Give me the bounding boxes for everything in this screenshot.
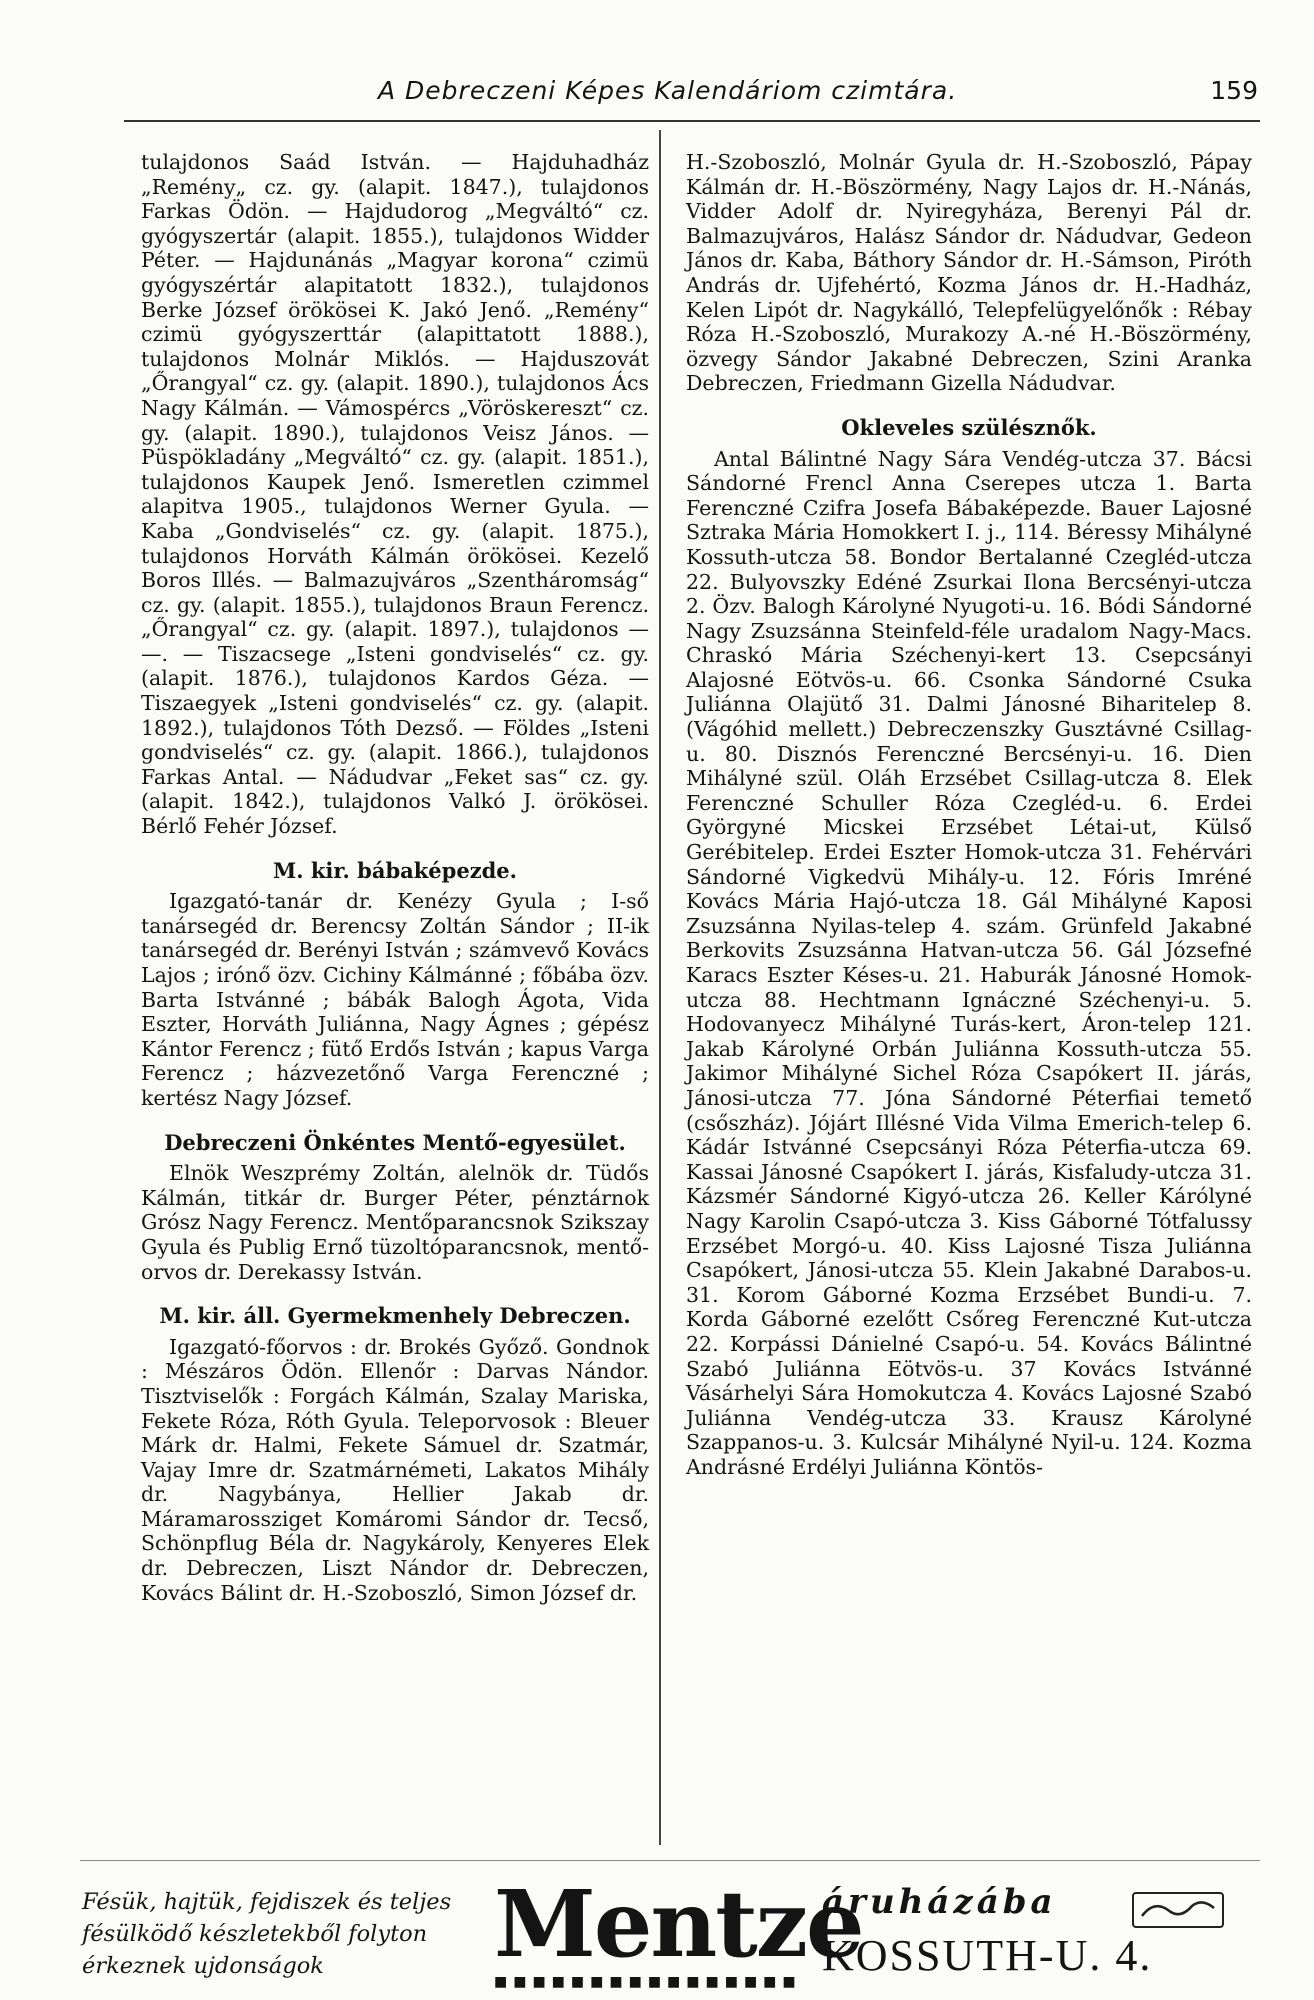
- midwife-school-staff-paragraph: Igazgató-tanár dr. Kenézy Gyula ; I-ső tanársegéd dr. Berencsy Zoltán Sándor ; II-ik tanársegéd dr. Berényi István ; számvevő Kovács Lajos ; irónő özv. Cichiny Kálmánné ; főbába özv. Barta Istvánné ; bábák Balogh Ágota, Vida Eszter, Horváth Juliánna, Nagy Ágnes ; gépész Kántor Ferencz ; fütő Erdős István ; kapus Varga Ferencz ; házvezetőnő Varga Ferenczné ; kertész Nagy József.: [141, 889, 649, 1110]
- advertisement-dots-decoration: ■■■■■■■■■■■■■■■■: [494, 1974, 802, 1990]
- header-rule: [124, 120, 1260, 122]
- rescue-society-paragraph: Elnök Weszprémy Zoltán, alelnök dr. Tüdős Kálmán, titkár dr. Burger Péter, pénztárnok Grósz Nagy Ferencz. Mentőparancsnok Szikszay Gyula és Publig Ernő tüzoltóparancsnok, mentő-orvos dr. Derekassy István.: [141, 1161, 649, 1284]
- advertisement-brand: Mentze: [494, 1870, 863, 1978]
- section-heading-childrens-shelter: M. kir. áll. Gyermekmenhely Debreczen.: [159, 1303, 631, 1329]
- pharmacy-list-paragraph: tulajdonos Saád István. — Hajduhadház „Remény„ cz. gy. (alapit. 1847.), tulajdonos Farkas Ödön. — Hajdudorog „Megváltó“ cz. gyógyszertár (alapit. 1855.), tulajdonos Widder Péter. — Hajdunánás „Magyar korona“ czimü gyógyszértár alapitatott 1832.), tulajdonos Berke József örökösei K. Jakó Jenő. „Remény“ czimü gyógyszerttár (alapittatott 1888.), tulajdonos Molnár Miklós. — Hajduszovát „Őrangyal“ cz. gy. (alapit. 1890.), tulajdonos Ács Nagy Kálmán. — Vámospércs „Vöröskereszt“ cz. gy. (alapit. 1890.), tulajdonos Veisz János. — Püspökladány „Megváltó“ cz. gy. (alapit. 1851.), tulajdonos Kaupek Jenő. Ismeretlen czimmel alapitva 1905., tulajdonos Werner Gyula. — Kaba „Gondviselés“ cz. gy. (alapit. 1875.), tulajdonos Horváth Kálmán örökösei. Kezelő Boros Illés. — Balmazujváros „Szentháromság“ cz. gy. (alapit. 1855.), tulajdonos Braun Ferencz. „Őrangyal“ cz. gy. (alapit. 1897.), tulajdonos — —. — Tiszacsege „Isteni gondviselés“ cz. gy. (alapit. 1876.), tulajdonos Kardos Géza. — Tiszaegyek „Isteni gondviselés“ cz. gy. (alapit. 1892.), tulajdonos Tóth Dezső. — Földes „Isteni gondviselés“ cz. gy. (alapit. 1866.), tulajdonos Farkas Antal. — Nádudvar „Feket sas“ cz. gy. (alapit. 1842.), tulajdonos Valkó J. örökösei. Bérlő Fehér József.: [141, 150, 649, 839]
- column-divider: [659, 130, 661, 1845]
- physicians-continued-paragraph: H.-Szoboszló, Molnár Gyula dr. H.-Szoboszló, Pápay Kálmán dr. H.-Böszörmény, Nagy Lajos dr. H.-Nánás, Vidder Adolf dr. Nyiregyháza, Berenyi Pál dr. Balmazujváros, Halász Sándor dr. Nádudvar, Gedeon János dr. Kaba, Báthory Sándor dr. H.-Sámson, Piróth András dr. Ujfehértó, Kozma János dr. H.-Hadház, Kelen Lipót dr. Nagykálló, Telepfelügyelőnők : Rébay Róza H.-Szoboszló, Murakozy A.-né H.-Böszörmény, özvegy Sándor Jakabné Debreczen, Szini Aranka Debreczen, Friedmann Gizella Nádudvar.: [686, 150, 1252, 396]
- section-heading-midwives: Okleveles szülésznők.: [841, 414, 1097, 440]
- left-column: [141, 150, 649, 1605]
- store-sign-svg: [1134, 1894, 1222, 1926]
- section-heading-midwife-school: M. kir. bábaképezde.: [273, 857, 517, 883]
- page-number: 159: [1210, 76, 1258, 105]
- section-heading-rescue-society: Debreczeni Önkéntes Mentő-egyesület.: [164, 1129, 626, 1155]
- advertisement: [82, 1870, 1260, 1990]
- advertisement-slogan: Fésük, hajtük, fejdiszek és teljes fésülködő készletekből folyton érkeznek ujdonságok: [82, 1889, 452, 1979]
- midwives-list-paragraph: Antal Bálintné Nagy Sára Vendég-utcza 37. Bácsi Sándorné Frencl Anna Cserepes utcza 1. Barta Ferenczné Czifra Josefa Bábaképezde. Bauer Lajosné Sztraka Mária Homokkert I. j., 114. Béressy Mihályné Kossuth-utcza 58. Bondor Bertalanné Czegléd-utcza 22. Bulyovszky Edéné Zsurkai Ilona Bercsényi-utcza 2. Özv. Balogh Károlyné Nyugoti-u. 16. Bódi Sándorné Nagy Zsuzsánna Steinfeld-féle uradalom Nagy-Macs. Chraskó Mária Széchenyi-kert 13. Csepcsányi Alajosné Eötvös-u. 66. Csonka Sándorné Csuka Juliánna Olajütő 31. Dalmi Jánosné Biharitelep 8. (Vágóhid mellett.) Debreczenszky Gusztávné Csillag-u. 80. Disznós Ferenczné Bercsényi-u. 16. Dien Mihályné szül. Oláh Erzsébet Csillag-utcza 8. Elek Ferenczné Schuller Róza Czegléd-u. 6. Erdei Györgyné Micskei Erzsébet Létai-ut, Külső Gerébitelep. Erdei Eszter Homok-utcza 31. Fehérvári Sándorné Vigkedvü Mihály-u. 12. Fóris Imréné Kovács Mária Hajó-utcza 18. Gál Mihályné Kaposi Zsuzsánna Nyilas-telep 4. szám. Grünfeld Jakabné Berkovits Zsuzsánna Hatvan-utcza 56. Gál Józsefné Karacs Eszter Késes-u. 21. Haburák Jánosné Homok-utcza 88. Hechtmann Ignáczné Széchenyi-u. 5. Hodovanyecz Mihályné Turás-kert, Áron-telep 121. Jakab Károlyné Orbán Juliánna Kossuth-utcza 55. Jakimor Mihályné Sichel Róza Csapókert II. járás, Jánosi-utcza 77. Jóna Sándorné Péterfiai temető (csőszház). Jójárt Illésné Vida Vilma Emerich-telep 6. Kádár Istvánné Csepcsányi Róza Péterfia-utcza 69. Kassai Jánosné Csapókert I. járás, Kisfaludy-utcza 31. Kázsmér Sándorné Kigyó-utcza 26. Keller Kárólyné Nagy Karolin Csapó-utcza 3. Kiss Gáborné Tótfalussy Erzsébet Morgó-u. 40. Kiss Lajosné Tisza Juliánna Csapókert, Jánosi-utcza 55. Klein Jakabné Darabos-u. 31. Korom Gáborné Kozma Erzsébet Bundi-u. 7. Korda Gáborné ezelőtt Csőreg Ferenczné Kut-utcza 22. Korpássi Dánielné Csapó-u. 54. Kovács Bálintné Szabó Juliánna Eötvös-u. 37 Kovács Istvánné Vásárhelyi Sára Homokutcza 4. Kovács Lajosné Szabó Juliánna Vendég-utcza 33. Krausz Károlyné Szappanos-u. 3. Kulcsár Mihályné Nyil-u. 124. Kozma Andrásné Erdélyi Juliánna Köntös-: [686, 446, 1252, 1479]
- childrens-shelter-paragraph: Igazgató-főorvos : dr. Brokés Győző. Gondnok : Mészáros Ödön. Ellenőr : Darvas Nándor. Tisztviselők : Forgách Kálmán, Szalay Mariska, Fekete Róza, Róth Gyula. Teleporvosok : Bleuer Márk dr. Halmi, Fekete Sámuel dr. Szatmár, Vajay Imre dr. Szatmárnémeti, Lakatos Mihály dr. Nagybánya, Hellier Jakab dr. Máramarossziget Komáromi Sándor dr. Tecső, Schönpflug Béla dr. Nagykároly, Kenyeres Elek dr. Debreczen, Liszt Nándor dr. Debreczen, Kovács Bálint dr. H.-Szoboszló, Simon József dr.: [141, 1334, 649, 1605]
- running-title: A Debreczeni Képes Kalendáriom czimtára.: [378, 76, 958, 105]
- advertisement-store-name: áruházába: [822, 1882, 1057, 1922]
- right-column: [686, 150, 1252, 1479]
- store-sign-icon: [1132, 1892, 1224, 1928]
- advertisement-rule: [80, 1860, 1260, 1861]
- advertisement-address: KOSSUTH-U. 4.: [822, 1931, 1153, 1980]
- page-header: [128, 70, 1258, 110]
